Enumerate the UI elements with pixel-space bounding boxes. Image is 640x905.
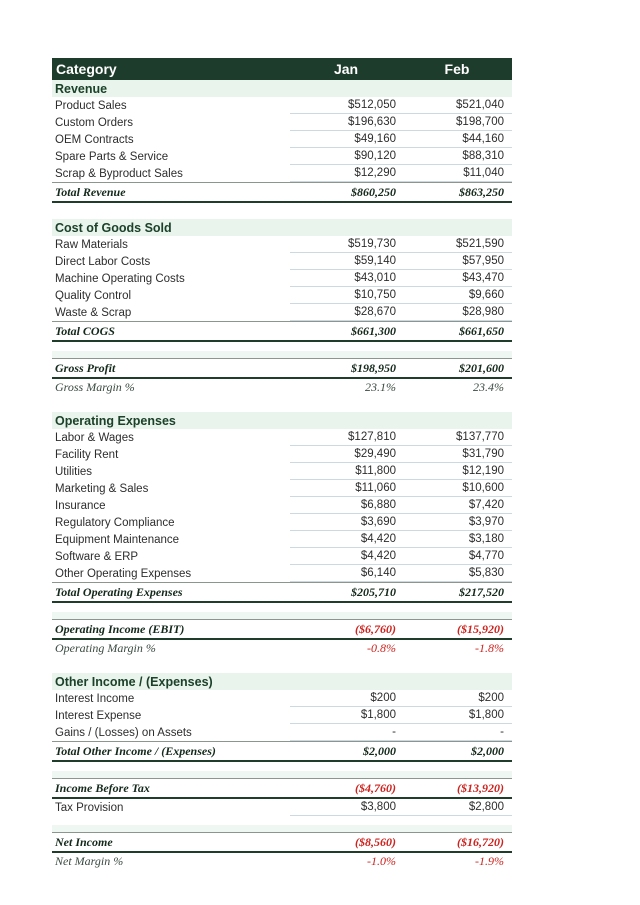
feb-value-cell: $2,000 xyxy=(471,743,504,758)
feb-value-cell: $88,310 xyxy=(402,148,512,165)
total-row xyxy=(52,778,512,799)
feb-value-cell: - xyxy=(402,724,512,741)
feb-value-cell: $7,420 xyxy=(402,497,512,514)
feb-value-cell: $57,950 xyxy=(402,253,512,270)
spacer-row xyxy=(52,203,512,219)
jan-value-cell: $12,290 xyxy=(290,165,402,182)
section-header-row xyxy=(52,219,512,236)
section-title: Cost of Goods Sold xyxy=(55,220,172,235)
jan-value-cell: 23.1% xyxy=(365,380,396,394)
jan-value-cell: - xyxy=(290,724,402,741)
category-cell: Net Income xyxy=(55,834,113,849)
table-row xyxy=(52,148,512,165)
feb-value-cell: $1,800 xyxy=(402,707,512,724)
category-cell: Product Sales xyxy=(55,99,127,112)
table-row xyxy=(52,497,512,514)
jan-value-cell: $90,120 xyxy=(290,148,402,165)
feb-value-cell: $200 xyxy=(402,690,512,707)
jan-value-cell: $3,690 xyxy=(290,514,402,531)
feb-value-cell: $198,700 xyxy=(402,114,512,131)
jan-value-cell: $661,300 xyxy=(351,323,396,338)
table-row xyxy=(52,114,512,131)
category-cell: Labor & Wages xyxy=(55,431,134,444)
table-row xyxy=(52,304,512,321)
section-header-row xyxy=(52,412,512,429)
table-row xyxy=(52,799,512,816)
jan-value-cell: $200 xyxy=(290,690,402,707)
jan-value-cell: $198,950 xyxy=(351,360,396,375)
table-row xyxy=(52,131,512,148)
feb-value-cell: $661,650 xyxy=(459,323,504,338)
feb-value-cell: ($13,920) xyxy=(457,780,504,795)
table-row xyxy=(52,270,512,287)
jan-value-cell: ($6,760) xyxy=(355,621,396,636)
total-row xyxy=(52,358,512,379)
table-row xyxy=(52,531,512,548)
jan-value-cell: $29,490 xyxy=(290,446,402,463)
table-row xyxy=(52,690,512,707)
section-title: Operating Expenses xyxy=(55,413,176,428)
feb-value-cell: $863,250 xyxy=(459,184,504,199)
column-header-jan: Jan xyxy=(333,61,359,77)
feb-value-cell: $44,160 xyxy=(402,131,512,148)
feb-value-cell: -1.9% xyxy=(475,854,504,868)
category-cell: Quality Control xyxy=(55,289,132,302)
jan-value-cell: $10,750 xyxy=(290,287,402,304)
feb-value-cell: $43,470 xyxy=(402,270,512,287)
feb-value-cell: $5,830 xyxy=(402,565,512,582)
spacer-row xyxy=(52,396,512,412)
jan-value-cell: $49,160 xyxy=(290,131,402,148)
category-cell: Utilities xyxy=(55,465,93,478)
spacer-row xyxy=(52,762,512,778)
category-cell: Facility Rent xyxy=(55,448,119,461)
jan-value-cell: $519,730 xyxy=(290,236,402,253)
feb-value-cell: $217,520 xyxy=(459,584,504,599)
feb-value-cell: $2,800 xyxy=(402,799,512,816)
feb-value-cell: $3,970 xyxy=(402,514,512,531)
category-cell: Total Other Income / (Expenses) xyxy=(55,743,216,758)
total-row xyxy=(52,321,512,342)
feb-value-cell: ($15,920) xyxy=(457,621,504,636)
table-body xyxy=(52,80,512,870)
category-cell: Machine Operating Costs xyxy=(55,272,185,285)
jan-value-cell: $1,800 xyxy=(290,707,402,724)
feb-value-cell: $10,600 xyxy=(402,480,512,497)
table-row xyxy=(52,565,512,582)
jan-value-cell: $512,050 xyxy=(290,97,402,114)
table-row xyxy=(52,236,512,253)
feb-value-cell: ($16,720) xyxy=(457,834,504,849)
table-header-row xyxy=(52,58,512,80)
category-cell: Gross Profit xyxy=(55,360,116,375)
category-cell: Regulatory Compliance xyxy=(55,516,175,529)
category-cell: Gross Margin % xyxy=(55,380,135,394)
table-row xyxy=(52,97,512,114)
table-row xyxy=(52,446,512,463)
feb-value-cell: $3,180 xyxy=(402,531,512,548)
category-cell: Other Operating Expenses xyxy=(55,567,192,580)
jan-value-cell: $43,010 xyxy=(290,270,402,287)
category-cell: Raw Materials xyxy=(55,238,128,251)
column-header-feb: Feb xyxy=(444,61,470,77)
category-cell: Interest Income xyxy=(55,692,135,705)
table-row xyxy=(52,287,512,304)
category-cell: Custom Orders xyxy=(55,116,133,129)
category-cell: Marketing & Sales xyxy=(55,482,149,495)
spacer-row xyxy=(52,342,512,358)
feb-value-cell: $201,600 xyxy=(459,360,504,375)
spacer-row xyxy=(52,603,512,619)
spacer-row xyxy=(52,816,512,832)
total-row xyxy=(52,619,512,640)
category-cell: Equipment Maintenance xyxy=(55,533,180,546)
category-cell: Waste & Scrap xyxy=(55,306,132,319)
feb-value-cell: 23.4% xyxy=(473,380,504,394)
feb-value-cell: $28,980 xyxy=(402,304,512,321)
table-row xyxy=(52,707,512,724)
section-title: Other Income / (Expenses) xyxy=(55,674,213,689)
jan-value-cell: ($8,560) xyxy=(355,834,396,849)
margin-row xyxy=(52,379,512,396)
category-cell: Direct Labor Costs xyxy=(55,255,151,268)
jan-value-cell: $196,630 xyxy=(290,114,402,131)
spacer-row xyxy=(52,657,512,673)
category-cell: Operating Income (EBIT) xyxy=(55,621,185,636)
jan-value-cell: $11,060 xyxy=(290,480,402,497)
section-title: Revenue xyxy=(55,81,108,96)
feb-value-cell: $9,660 xyxy=(402,287,512,304)
table-row xyxy=(52,253,512,270)
jan-value-cell: $6,880 xyxy=(290,497,402,514)
category-cell: Tax Provision xyxy=(55,801,124,814)
jan-value-cell: ($4,760) xyxy=(355,780,396,795)
margin-row xyxy=(52,640,512,657)
jan-value-cell: $4,420 xyxy=(290,548,402,565)
jan-value-cell: $59,140 xyxy=(290,253,402,270)
category-cell: OEM Contracts xyxy=(55,133,134,146)
jan-value-cell: $3,800 xyxy=(290,799,402,816)
jan-value-cell: $6,140 xyxy=(290,565,402,582)
feb-value-cell: -1.8% xyxy=(475,641,504,655)
feb-value-cell: $12,190 xyxy=(402,463,512,480)
margin-row xyxy=(52,853,512,870)
jan-value-cell: $11,800 xyxy=(290,463,402,480)
category-cell: Operating Margin % xyxy=(55,641,156,655)
column-header-category: Category xyxy=(56,61,117,77)
feb-value-cell: $4,770 xyxy=(402,548,512,565)
category-cell: Total Revenue xyxy=(55,184,126,199)
total-row xyxy=(52,582,512,603)
total-row xyxy=(52,182,512,203)
financial-statement-table xyxy=(52,58,512,870)
category-cell: Spare Parts & Service xyxy=(55,150,169,163)
table-row xyxy=(52,548,512,565)
section-header-row xyxy=(52,80,512,97)
jan-value-cell: $205,710 xyxy=(351,584,396,599)
table-row xyxy=(52,724,512,741)
category-cell: Gains / (Losses) on Assets xyxy=(55,726,192,739)
table-row xyxy=(52,480,512,497)
jan-value-cell: $860,250 xyxy=(351,184,396,199)
jan-value-cell: $127,810 xyxy=(290,429,402,446)
section-header-row xyxy=(52,673,512,690)
table-row xyxy=(52,463,512,480)
category-cell: Scrap & Byproduct Sales xyxy=(55,167,183,180)
category-cell: Total COGS xyxy=(55,323,115,338)
jan-value-cell: $4,420 xyxy=(290,531,402,548)
feb-value-cell: $521,590 xyxy=(402,236,512,253)
jan-value-cell: $2,000 xyxy=(363,743,396,758)
feb-value-cell: $137,770 xyxy=(402,429,512,446)
feb-value-cell: $11,040 xyxy=(402,165,512,182)
total-row xyxy=(52,741,512,762)
feb-value-cell: $31,790 xyxy=(402,446,512,463)
jan-value-cell: $28,670 xyxy=(290,304,402,321)
category-cell: Net Margin % xyxy=(55,854,124,868)
total-row xyxy=(52,832,512,853)
category-cell: Insurance xyxy=(55,499,106,512)
category-cell: Income Before Tax xyxy=(55,780,150,795)
category-cell: Software & ERP xyxy=(55,550,139,563)
jan-value-cell: -0.8% xyxy=(367,641,396,655)
jan-value-cell: -1.0% xyxy=(367,854,396,868)
category-cell: Total Operating Expenses xyxy=(55,584,183,599)
feb-value-cell: $521,040 xyxy=(402,97,512,114)
table-row xyxy=(52,165,512,182)
table-row xyxy=(52,514,512,531)
category-cell: Interest Expense xyxy=(55,709,142,722)
table-row xyxy=(52,429,512,446)
